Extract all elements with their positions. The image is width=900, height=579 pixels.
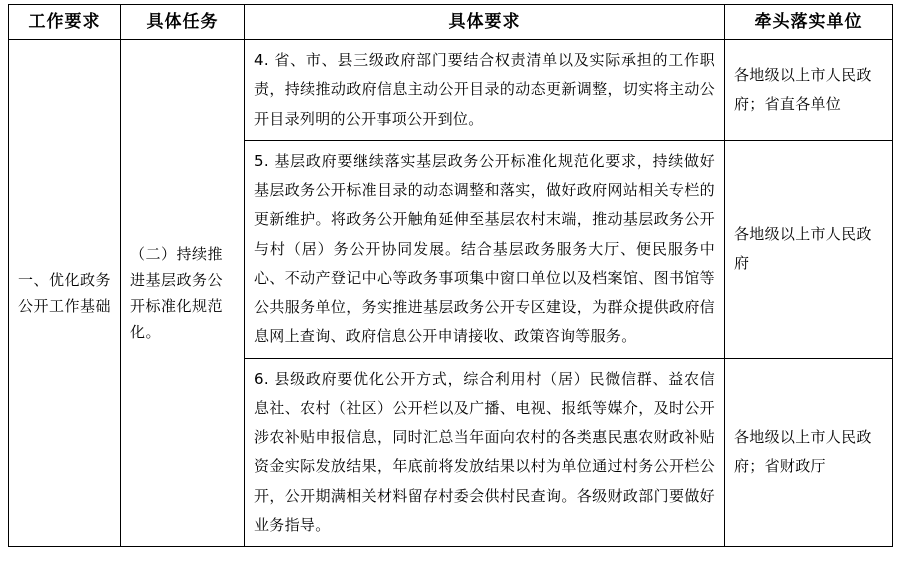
document-page bbox=[0, 4, 900, 579]
policy-requirements-table bbox=[8, 4, 893, 547]
cell-lead-unit-item-4: 各地级以上市人民政府；省直各单位 bbox=[725, 40, 893, 141]
cell-requirement-item-5: 5. 基层政府要继续落实基层政务公开标准化规范化要求，持续做好基层政务公开标准目录的动态调整和落实，做好政府网站相关专栏的更新维护。将政务公开触角延伸至基层农村末端，推动基层政务公开与村（居）务公开协同发展。结合基层政务服务大厅、便民服务中心、不动产登记中心等政务事项集中窗口单位以及档案馆、图书馆等公共服务单位，务实推进基层政务公开专区建设，为群众提供政府信息网上查询、政府信息公开申请接收、政策咨询等服务。 bbox=[245, 140, 725, 358]
cell-specific-task-group: （二）持续推进基层政务公开标准化规范化。 bbox=[121, 40, 245, 547]
table-row bbox=[9, 40, 893, 141]
column-header-specific-task: 具体任务 bbox=[121, 5, 245, 40]
table-header bbox=[9, 5, 893, 40]
cell-requirement-item-6: 6. 县级政府要优化公开方式，综合利用村（居）民微信群、益农信息社、农村（社区）公开栏以及广播、电视、报纸等媒介，及时公开涉农补贴申报信息，同时汇总当年面向农村的各类惠民惠农财政补贴资金实际发放结果，年底前将发放结果以村为单位通过村务公开栏公开，公开期满相关材料留存村委会供村民查询。各级财政部门要做好业务指导。 bbox=[245, 358, 725, 547]
cell-lead-unit-item-5: 各地级以上市人民政府 bbox=[725, 140, 893, 358]
column-header-specific-requirement: 具体要求 bbox=[245, 5, 725, 40]
table-header-row bbox=[9, 5, 893, 40]
table-body bbox=[9, 40, 893, 547]
cell-lead-unit-item-6: 各地级以上市人民政府；省财政厅 bbox=[725, 358, 893, 547]
cell-work-requirement-group: 一、优化政务公开工作基础 bbox=[9, 40, 121, 547]
cell-requirement-item-4: 4. 省、市、县三级政府部门要结合权责清单以及实际承担的工作职责，持续推动政府信息主动公开目录的动态更新调整，切实将主动公开目录列明的公开事项公开到位。 bbox=[245, 40, 725, 141]
column-header-lead-unit: 牵头落实单位 bbox=[725, 5, 893, 40]
column-header-work-requirement: 工作要求 bbox=[9, 5, 121, 40]
